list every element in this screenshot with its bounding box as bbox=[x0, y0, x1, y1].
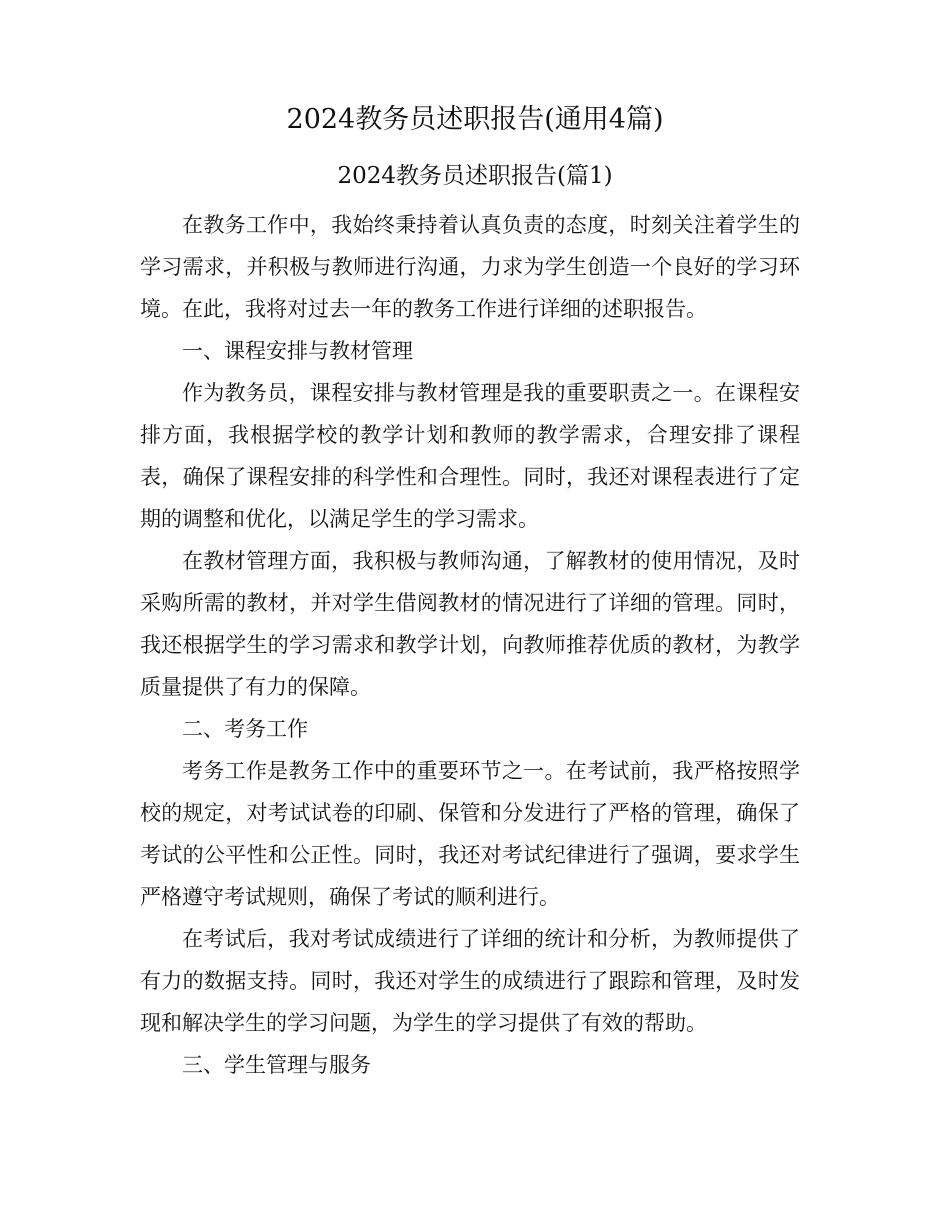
paragraph-textbook-management: 在教材管理方面，我积极与教师沟通，了解教材的使用情况，及时采购所需的教材，并对学生借阅教材的情况进行了详细的管理。同时，我还根据学生的学习需求和教学计划，向教师推荐优质的教材，为教学质量提供了有力的保障。 bbox=[140, 549, 800, 699]
document-title: 2024教务员述职报告(通用4篇) bbox=[286, 104, 664, 135]
heading-student-management: 三、学生管理与服务 bbox=[182, 1053, 371, 1077]
paragraph-exam-after: 在考试后，我对考试成绩进行了详细的统计和分析，为教师提供了有力的数据支持。同时，我还对学生的成绩进行了跟踪和管理，及时发现和解决学生的学习问题，为学生的学习提供了有效的帮助。 bbox=[140, 927, 800, 1035]
section-title: 2024教务员述职报告(篇1) bbox=[337, 163, 613, 189]
paragraph-course-arrangement: 作为教务员，课程安排与教材管理是我的重要职责之一。在课程安排方面，我根据学校的教学计划和教师的教学需求，合理安排了课程表，确保了课程安排的科学性和合理性。同时，我还对课程表进行了定期的调整和优化，以满足学生的学习需求。 bbox=[140, 381, 800, 531]
heading-exam-affairs: 二、考务工作 bbox=[182, 717, 308, 741]
heading-course-arrangement: 一、课程安排与教材管理 bbox=[182, 339, 413, 363]
paragraph-exam-before: 考务工作是教务工作中的重要环节之一。在考试前，我严格按照学校的规定，对考试试卷的印刷、保管和分发进行了严格的管理，确保了考试的公平性和公正性。同时，我还对考试纪律进行了强调，要求学生严格遵守考试规则，确保了考试的顺利进行。 bbox=[140, 759, 800, 909]
document-body bbox=[140, 204, 800, 1086]
paragraph-intro: 在教务工作中，我始终秉持着认真负责的态度，时刻关注着学生的学习需求，并积极与教师进行沟通，力求为学生创造一个良好的学习环境。在此，我将对过去一年的教务工作进行详细的述职报告。 bbox=[140, 213, 800, 321]
